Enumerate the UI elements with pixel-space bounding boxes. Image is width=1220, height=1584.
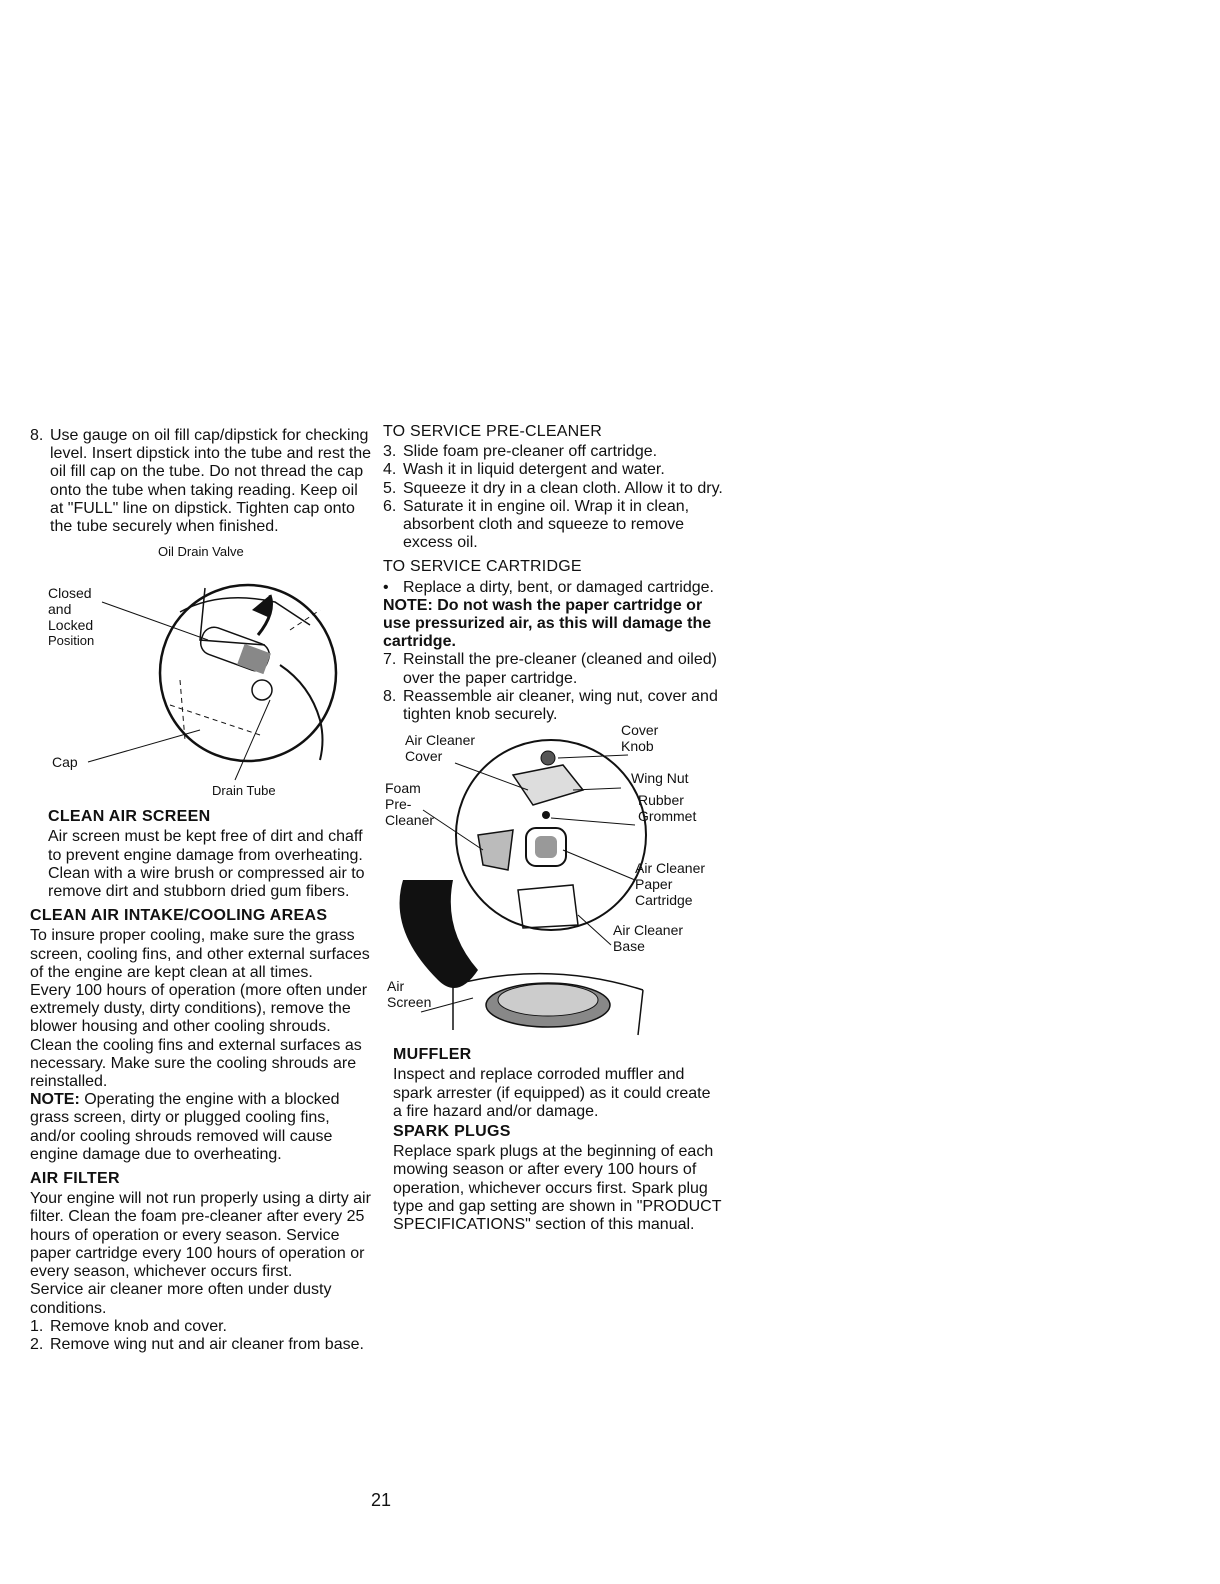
label-cartridge: Cartridge [635,892,693,909]
step-3 [383,443,723,461]
bullet-item [383,579,723,597]
label-air-cleaner-paper: Air Cleaner [635,860,706,877]
label-locked: Locked [48,617,94,634]
label-closed: Closed [48,585,92,602]
cartridge-heading: TO SERVICE CARTRIDGE [383,558,582,576]
step-7 [383,651,723,687]
bullet-text: Replace a dirty, bent, or damaged cartridge. [403,578,714,596]
step-8 [383,688,723,724]
step-text: Squeeze it dry in a clean cloth. Allow it to dry. [403,479,723,497]
note-text: Do not wash the paper cartridge or use pressurized air, as this will damage the cartridge. [383,596,712,651]
step-1 [30,1318,375,1336]
step-number: 6. [383,497,397,515]
oil-drain-valve-figure [30,540,375,802]
step-text: Remove wing nut and air cleaner from base. [50,1335,364,1353]
step-number: 1. [30,1317,44,1335]
section-text: Replace spark plugs at the beginning of each mowing season or after every 100 hours of operation, whichever occurs first. Spark plug type and gap setting are shown in "PRODUCT SPECIFICATIONS" section of this manual. [393,1143,722,1234]
figure-title: Oil Drain Valve [158,544,244,560]
step-text: Saturate it in engine oil. Wrap it in clean, absorbent cloth and squeeze to remove excess oil. [403,497,690,552]
label-screen: Screen [387,994,432,1011]
step-text: Remove knob and cover. [50,1317,227,1335]
label-paper: Paper [635,876,673,893]
label-rubber: Rubber [638,792,684,809]
note [30,1091,375,1164]
bullet-icon: • [383,578,389,596]
oil-drain-valve-illustration [30,540,370,802]
section-heading: SPARK PLUGS [393,1123,511,1141]
step-6 [383,498,723,553]
step-2 [30,1336,375,1354]
section-text: Your engine will not run properly using a dirty air filter. Clean the foam pre-cleaner after every 25 hours of operation or every season. Service paper cartridge every 100 hours of operation or every season, whichever occurs first. [30,1190,371,1281]
note [383,597,723,652]
section-text: Service air cleaner more often under dusty conditions. [30,1281,332,1317]
left-column [30,427,375,1354]
oil-step-8 [30,427,375,536]
label-air: Air [387,978,405,995]
clean-air-intake-section [30,907,375,1164]
label-cover-knob-1: Cover [621,722,659,739]
step-number: 3. [383,443,397,461]
note-text: Operating the engine with a blocked grass screen, dirty or plugged cooling fins, and/or cooling shrouds removed will cause engine damage due to overheating. [30,1091,340,1163]
section-heading: CLEAN AIR INTAKE/COOLING AREAS [30,907,328,925]
section-text: Every 100 hours of operation (more often under extremely dusty, dirty conditions), remove the blower housing and other cooling shrouds. Clean the cooling fins and external surfaces as necessary. Make sure the cooling shrouds are reinstalled. [30,982,368,1091]
right-column [383,423,723,1234]
note-label: NOTE: [30,1091,80,1109]
muffler-section [383,1046,723,1234]
section-text: Air screen must be kept free of dirt and chaff to prevent engine damage from overheating. Clean with a wire brush or compressed air to remove dirt and stubborn dried gum fibers. [48,828,365,901]
clean-air-screen-section [30,808,375,901]
pre-cleaner-heading: TO SERVICE PRE-CLEANER [383,423,602,440]
step-4 [383,461,723,479]
step-number: 2. [30,1335,44,1353]
label-cap: Cap [52,754,78,771]
step-text: Wash it in liquid detergent and water. [403,461,665,479]
step-number: 5. [383,479,397,497]
label-position: Position [48,633,95,649]
step-number: 8. [383,687,397,705]
section-text: Inspect and replace corroded muffler and spark arrester (if equipped) as it could create a fire hazard and/or damage. [393,1066,711,1120]
label-air-cleaner-base: Air Cleaner [613,922,684,939]
air-filter-section [30,1170,375,1354]
step-text: Reinstall the pre-cleaner (cleaned and oiled) over the paper cartridge. [403,651,717,687]
label-pre: Pre- [385,796,412,813]
page-number: 21 [371,1490,392,1510]
label-foam: Foam [385,780,421,797]
label-base: Base [613,938,645,955]
step-text: Slide foam pre-cleaner off cartridge. [403,443,658,461]
section-text: To insure proper cooling, make sure the grass screen, cooling fins, and other external surfaces of the engine are kept clean at all times. [30,927,370,981]
section-heading: MUFFLER [393,1046,472,1064]
label-air-cleaner-cover-2: Cover [405,748,443,765]
step-5 [383,480,723,498]
step-number: 8. [30,427,44,444]
label-wing-nut: Wing Nut [631,770,689,787]
section-heading: CLEAN AIR SCREEN [48,808,211,826]
label-and: and [48,601,72,618]
step-number: 4. [383,461,397,479]
label-drain-tube: Drain Tube [212,783,276,799]
label-cleaner: Cleaner [385,812,435,829]
step-text: Reassemble air cleaner, wing nut, cover and tighten knob securely. [403,687,718,724]
step-text: Use gauge on oil fill cap/dipstick for checking level. Insert dipstick into the tube and rest the oil fill cap on the tube. Do not thread the cap onto the tube when taking reading. Keep oil at "FULL" line on dipstick. Tighten cap onto the tube securely when finished. [50,427,372,536]
air-cleaner-figure [383,722,723,1040]
section-heading: AIR FILTER [30,1170,120,1188]
note-label: NOTE: [383,596,433,614]
label-air-cleaner-cover-1: Air Cleaner [405,732,476,749]
label-cover-knob-2: Knob [621,738,654,755]
label-grommet: Grommet [638,808,697,825]
step-number: 7. [383,651,397,669]
